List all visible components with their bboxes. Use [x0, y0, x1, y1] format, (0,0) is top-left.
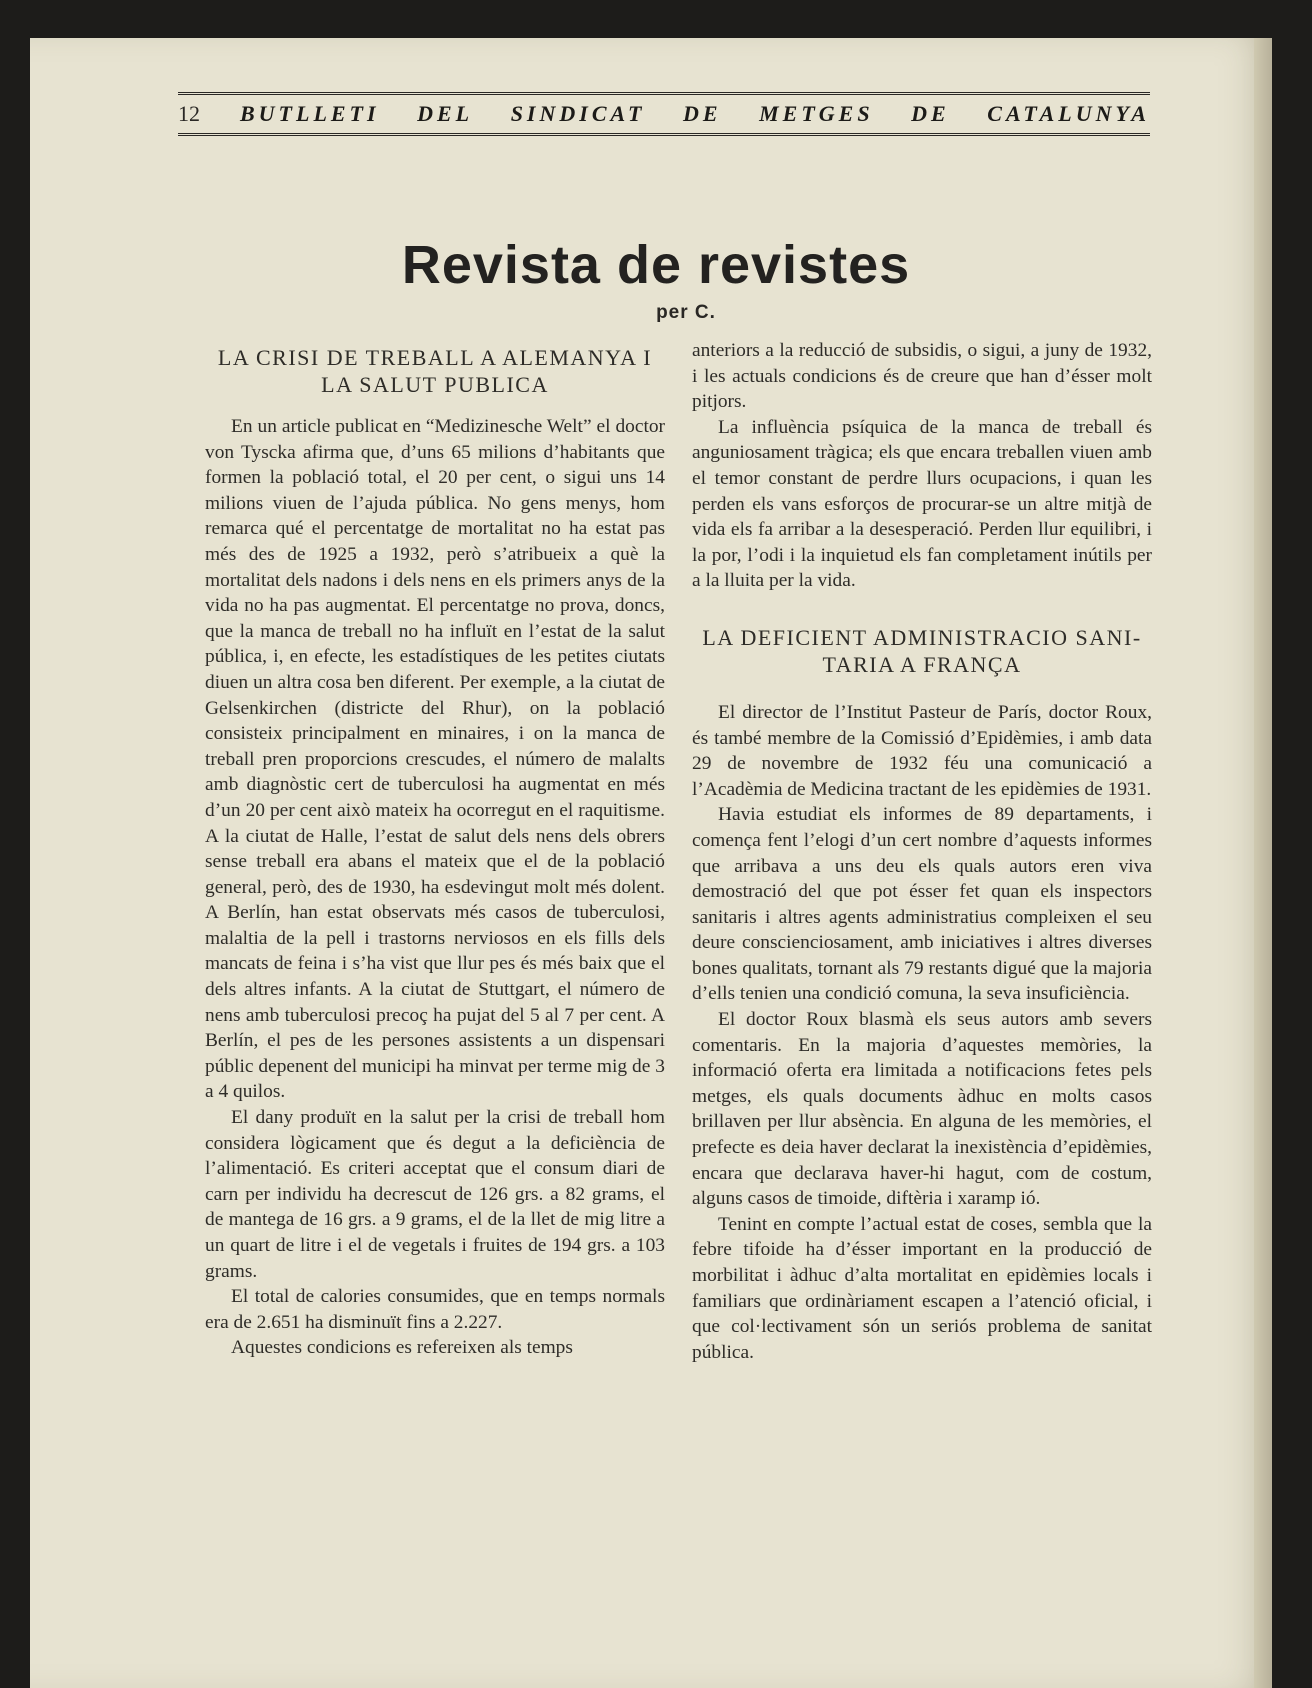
running-title-word: METGES: [759, 101, 874, 126]
paragraph: El director de l’Institut Pasteur de París, doctor Roux, és també membre de la Comissió d’Epidèmies, i amb data 29 de novembre de 1932 féu una comunicació a l’Acadèmia de Medicina tractant de les epidèmies de 1931.: [692, 701, 1152, 800]
paragraph: Havia estudiat els informes de 89 departaments, i comença fent l’elogi d’un cert nombre d’aquests informes que arribava a uns deu els quals autors eren viva demostració del que pot ésser fet quan els inspectors sanitaris i altres agents administratius compleixen el seu deure conscienciosament, amb iniciatives i altres diverses bones qualitats, tornant als 79 restants digué que la majoria d’ells tenien una condició comuna, la seva insuficiència.: [692, 804, 1152, 1005]
section-title-administracio: [692, 624, 1152, 678]
running-title: [240, 101, 1150, 127]
running-title-word: CATALUNYA: [987, 101, 1150, 126]
article-title: Revista de revistes: [401, 235, 911, 295]
section-title-line: LA CRISI DE TREBALL A ALEMANYA I: [217, 345, 653, 370]
running-title-word: DEL: [417, 101, 474, 126]
left-column: [205, 338, 665, 1361]
page-number: 12: [178, 101, 200, 126]
running-title-word: DE: [682, 101, 722, 126]
right-column: [692, 338, 1152, 1365]
section-title-line: TARIA A FRANÇA: [822, 651, 1022, 677]
paragraph: El dany produït en la salut per la crisi de treball hom considera lògicament que és degut a la deficiència de l’alimentació. Es criteri acceptat que el consum diari de carn per individu ha decrescut de 126 grs. a 82 grams, el de mantega de 16 grs. a 9 grams, el de la llet de mig litre a un quart de litre i el de vegetals i fruites de 194 grs. a 103 grams.: [205, 1107, 665, 1282]
header-top-rule: [178, 92, 1150, 99]
article-byline: per C.: [656, 302, 716, 323]
header-row: [178, 99, 1150, 129]
running-header: [178, 92, 1150, 140]
paragraph: En un article publicat en “Medizinesche Welt” el doctor von Tyscka afirma que, d’uns 65 milions d’habitants que formen la població total, el 20 per cent, o sigui uns 14 milions viuen de l’ajuda pública. No gens menys, hom remarca qué el percentatge de mortalitat no ha estat pas més des de 1925 a 1932, però s’atribueix a què la mortalitat dels nadons i dels nens en els primers anys de la vida no ha pas augmentat. El percentatge no prova, doncs, que la manca de treball no ha influït en l’estat de la salut pública, i, en efecte, les estadístiques de les petites ciutats diuen un altra cosa ben diferent. Per exemple, a la ciutat de Gelsenkirchen (districte del Rhur), on la població consisteix principalment en minaires, i on la manca de treball pren proporcions crescudes, el número de malalts amb diagnòstic cert de tuberculosi ha augmentat en més d’un 20 per cent això mateix ha ocorregut en el raquitisme. A la ciutat de Halle, l’estat de salut dels nens dels obrers sense treball era abans el mateix que el de la població general, però, des de 1930, ha esdevingut molt més dolent. A Berlín, han estat observats més casos de tuberculosi, malaltia de la pell i trastorns nerviosos en els fills dels mancats de feina i s’ha vist que llur pes és més baix que el dels altres infants. A la ciutat de Stuttgart, el número de nens amb tuberculosi precoç ha pujat del 5 al 7 per cent. A Berlín, el pes de les persones assistents a un dispensari públic depenent del municipi ha minvat per terme mig de 3 a 4 quilos.: [205, 416, 665, 1103]
section-title-line: LA SALUT PUBLICA: [321, 372, 549, 397]
header-bottom-rule: [178, 133, 1150, 140]
paragraph: El total de calories consumides, que en temps normals era de 2.651 ha disminuït fins a 2.227.: [205, 1286, 665, 1333]
section-title-line: LA DEFICIENT ADMINISTRACIO SANI-: [702, 624, 1142, 650]
running-title-word: DE: [911, 101, 950, 126]
section-title-crisi: [205, 344, 665, 398]
running-title-word: SINDICAT: [510, 101, 646, 126]
paragraph: Tenint en compte l’actual estat de coses, sembla que la febre tifoide ha d’ésser important en la producció de morbilitat i àdhuc d’alta mortalitat en epidèmies locals i familiars que ordinàriament escapen a l’atenció oficial, i que col·lectivament són un seriós problema de sanitat pública.: [692, 1213, 1152, 1363]
paragraph: La influència psíquica de la manca de treball és anguniosament tràgica; els que encara treballen viuen amb el temor constant de perdre llurs ocupacions, i quan les perden els vans esforços de procurar-se un altre mitjà de vida els fa arribar a la desesperació. Perden llur equilibri, i la por, l’odi i la inquietud els fan completament inútils per a la lluita per la vida.: [692, 416, 1152, 592]
paragraph-continued: anteriors a la reducció de subsidis, o sigui, a juny de 1932, i les actuals condicions és de creure que han d’ésser molt pitjors.: [692, 340, 1152, 413]
paragraph: El doctor Roux blasmà els seus autors amb severs comentaris. En la majoria d’aquestes memòries, la informació oferta era limitada a notificacions fetes pels metges, els quals documents àdhuc en molts casos brillaven per llur absència. En alguna de les memòries, el prefecte es deia haver declarat la inexistència d’epidèmies, encara que declarava haver-hi hagut, com de costum, alguns casos de timoide, diftèria i xaramp ió.: [692, 1009, 1152, 1210]
running-title-word: BUTLLETI: [240, 101, 380, 126]
paragraph: Aquestes condicions es refereixen als temps: [231, 1337, 573, 1359]
